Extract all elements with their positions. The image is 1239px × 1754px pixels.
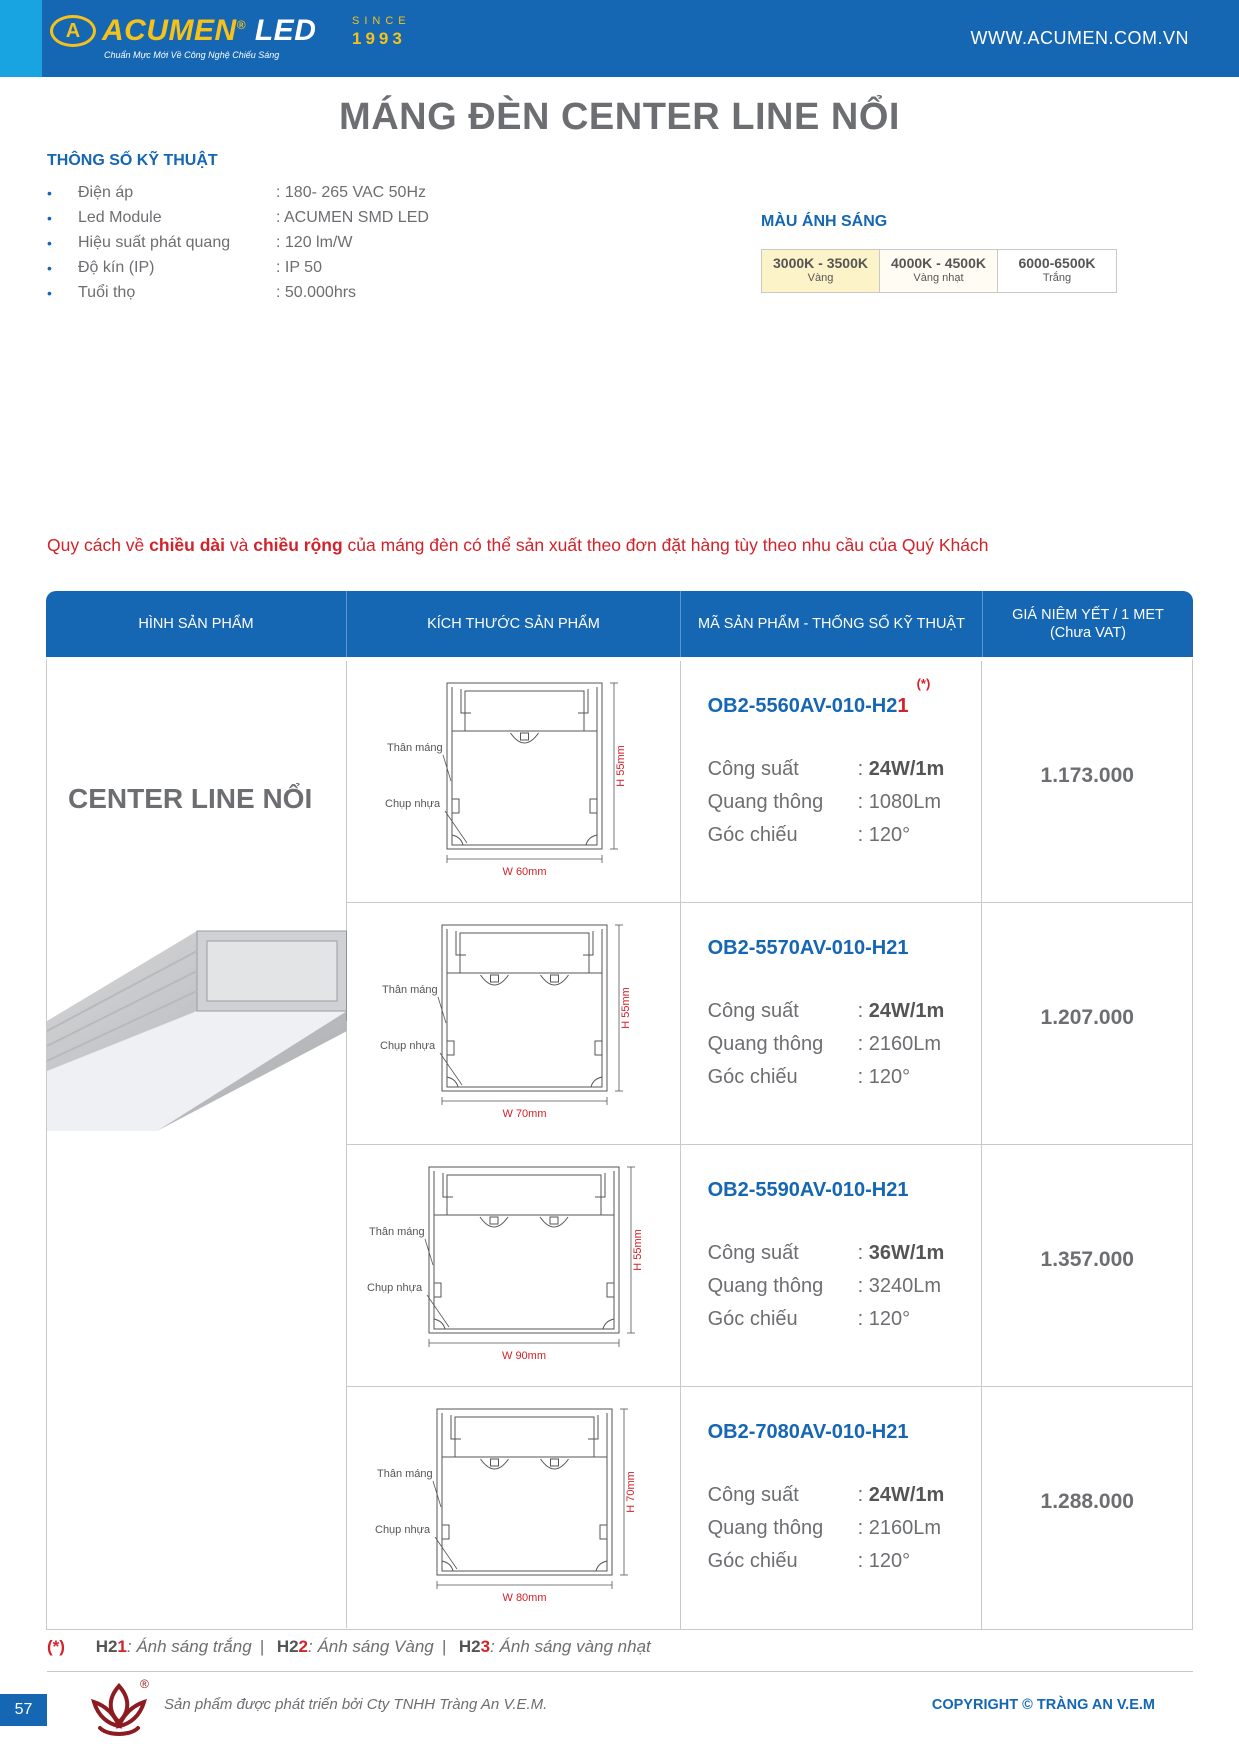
- since-badge: [352, 15, 411, 49]
- product-photo: [47, 911, 347, 1131]
- led-chip: [521, 733, 529, 740]
- footnote-marker: (*): [916, 676, 931, 691]
- width-label: W 60mm: [502, 866, 547, 878]
- led-lens: [540, 1217, 568, 1227]
- header-price: GIÁ NIÊM YẾT / 1 MET (Chưa VAT): [1012, 607, 1164, 641]
- brand-name: ACUMEN® LED: [102, 14, 317, 47]
- price-cell: [982, 1145, 1192, 1386]
- cover-clip-left: [442, 1525, 449, 1539]
- page-header: [0, 0, 1239, 77]
- price: 1.173.000: [1040, 764, 1134, 787]
- led-chip: [551, 975, 559, 982]
- height-label: H 55mm: [632, 1229, 644, 1271]
- since-label: SINCE: [352, 15, 411, 27]
- header-size: KÍCH THƯỚC SẢN PHẨM: [347, 591, 681, 657]
- cover-leader-line: [440, 1053, 462, 1085]
- svg-text:®: ®: [140, 1677, 149, 1691]
- dimension-drawing-cell: [347, 1145, 681, 1386]
- cover-foot-right: [596, 1561, 607, 1571]
- product-code: OB2-5560AV-010-H21: [707, 695, 909, 717]
- body-label: Thân máng: [382, 984, 438, 996]
- color-option-neutral: 4000K - 4500K Vàng nhạt: [880, 250, 998, 292]
- profile-frame: [447, 683, 602, 849]
- cover-clip-left: [434, 1283, 441, 1297]
- product-image-cell: [47, 661, 347, 1628]
- cover-clip-right: [595, 1041, 602, 1055]
- led-chip: [490, 1217, 498, 1224]
- driver-compartment: [455, 1417, 594, 1457]
- cover-foot-right: [603, 1319, 614, 1329]
- clip-right: [595, 1173, 605, 1197]
- cover-label: Chụp nhựa: [380, 1040, 436, 1052]
- spec-item: • Điện áp : 180- 265 VAC 50Hz: [47, 183, 427, 201]
- body-label: Thân máng: [377, 1468, 433, 1480]
- table-row: [347, 903, 1192, 1145]
- table-row: [347, 1387, 1192, 1629]
- profile-outline: [429, 1167, 619, 1333]
- footnote: (*) H21: Ánh sáng trắng | H22: Ánh sáng Vàng | H23: Ánh sáng vàng nhạt: [47, 1637, 651, 1656]
- custom-size-notice: Quy cách về chiều dài và chiều rộng của máng đèn có thể sản xuất theo đơn đặt hàng tùy theo nhu cầu của Quý Khách: [47, 535, 989, 555]
- width-label: W 90mm: [502, 1350, 546, 1362]
- led-lens: [511, 733, 539, 743]
- cover-foot-right: [591, 1077, 602, 1087]
- profile-inner-wall: [434, 1171, 614, 1329]
- cover-label: Chụp nhựa: [385, 798, 441, 810]
- cover-foot-left: [434, 1319, 445, 1329]
- product-specs: Công suất : 24W/1m Quang thông : 2160Lm Góc chiếu : 120°: [707, 1484, 945, 1572]
- profile-inner-wall: [442, 1413, 607, 1571]
- cross-section-drawing: [347, 903, 681, 1145]
- table-body: [46, 657, 1193, 1630]
- footer-credit: Sản phẩm được phát triển bởi Cty TNHH Tràng An V.E.M.: [164, 1696, 548, 1713]
- dimension-lines: [442, 925, 623, 1105]
- led-lens: [541, 975, 569, 985]
- product-spec-cell: [681, 661, 983, 902]
- product-specs: Công suất : 24W/1m Quang thông : 1080Lm Góc chiếu : 120°: [707, 758, 945, 846]
- price: 1.207.000: [1040, 1006, 1134, 1029]
- price-cell: [982, 903, 1192, 1144]
- product-code: OB2-7080AV-010-H21: [707, 1421, 909, 1443]
- light-color-options: [761, 249, 1117, 293]
- cover-foot-left: [442, 1561, 453, 1571]
- clip-right: [583, 931, 593, 955]
- clip-left: [456, 931, 466, 955]
- cover-leader-line: [445, 811, 467, 843]
- brand-tagline: Chuẩn Mực Mới Về Công Nghệ Chiếu Sáng: [104, 50, 280, 60]
- profile-inner-wall: [447, 929, 602, 1087]
- dimension-drawing-cell: [347, 1387, 681, 1629]
- led-chip: [550, 1217, 558, 1224]
- body-label: Thân máng: [387, 742, 443, 754]
- cover-foot-left: [447, 1077, 458, 1087]
- specs-heading: THÔNG SỐ KỸ THUẬT: [47, 152, 218, 169]
- clip-left: [443, 1173, 453, 1197]
- table-row: [347, 1145, 1192, 1387]
- product-specs: Công suất : 36W/1m Quang thông : 3240Lm Góc chiếu : 120°: [707, 1242, 945, 1330]
- profile-outline: [437, 1409, 612, 1575]
- cover-clip-right: [590, 799, 597, 813]
- spec-item: • Độ kín (IP) : IP 50: [47, 258, 322, 276]
- profile-frame: [437, 1409, 612, 1575]
- cover-clip-right: [607, 1283, 614, 1297]
- led-lens: [541, 1459, 569, 1469]
- profile-outline: [442, 925, 607, 1091]
- body-label: Thân máng: [369, 1226, 425, 1238]
- dimension-drawing-cell: [347, 903, 681, 1144]
- trang-an-lotus-logo-icon: [84, 1676, 154, 1742]
- page-title: MÁNG ĐÈN CENTER LINE NỔI: [339, 96, 900, 138]
- spec-item: • Led Module : ACUMEN SMD LED: [47, 208, 429, 226]
- since-year: 1993: [352, 29, 406, 48]
- header-image: HÌNH SẢN PHẨM: [46, 591, 347, 657]
- price-cell: [982, 661, 1192, 902]
- product-code: OB2-5570AV-010-H21: [707, 937, 909, 959]
- cover-clip-left: [452, 799, 459, 813]
- cross-section-drawing: [347, 1387, 681, 1629]
- price: 1.357.000: [1040, 1248, 1134, 1271]
- clip-left: [461, 689, 471, 713]
- spec-item: • Hiệu suất phát quang : 120 lm/W: [47, 233, 353, 251]
- led-chip: [491, 1459, 499, 1466]
- clip-left: [451, 1415, 461, 1439]
- header-code: MÃ SẢN PHẨM - THỐNG SỐ KỸ THUẬT: [681, 591, 983, 657]
- driver-compartment: [465, 691, 584, 731]
- led-lens: [480, 1217, 508, 1227]
- profile-outline: [447, 683, 602, 849]
- color-option-warm: 3000K - 3500K Vàng: [762, 250, 880, 292]
- cross-section-drawing: [347, 661, 681, 903]
- cover-clip-right: [600, 1525, 607, 1539]
- clip-right: [588, 1415, 598, 1439]
- dimension-lines: [437, 1409, 628, 1589]
- dimension-lines: [429, 1167, 635, 1347]
- light-color-heading: MÀU ÁNH SÁNG: [761, 213, 888, 230]
- width-label: W 70mm: [502, 1108, 547, 1120]
- cover-leader-line: [427, 1295, 449, 1327]
- led-lens: [481, 1459, 509, 1469]
- cover-foot-left: [452, 835, 463, 845]
- product-spec-cell: [681, 903, 983, 1144]
- header-accent-stripe: [0, 0, 42, 77]
- page-number: 57: [0, 1694, 47, 1726]
- led-chip: [551, 1459, 559, 1466]
- product-rows: [347, 661, 1192, 1629]
- product-specs: Công suất : 24W/1m Quang thông : 2160Lm Góc chiếu : 120°: [707, 1000, 945, 1088]
- acumen-logo-icon: A: [50, 15, 96, 47]
- cover-label: Chụp nhựa: [375, 1524, 431, 1536]
- product-name: CENTER LINE NỔI: [68, 783, 313, 814]
- table-header: [46, 591, 1193, 657]
- website-link[interactable]: WWW.ACUMEN.COM.VN: [970, 28, 1189, 48]
- cover-label: Chụp nhựa: [367, 1282, 423, 1294]
- spec-item: • Tuổi thọ : 50.000hrs: [47, 283, 357, 301]
- dimension-drawing-cell: [347, 661, 681, 902]
- cross-section-drawing: [347, 1145, 681, 1387]
- profile-inner-wall: [452, 687, 597, 845]
- driver-compartment: [447, 1175, 601, 1215]
- height-label: H 70mm: [625, 1471, 637, 1513]
- table-row: [347, 661, 1192, 903]
- profile-frame: [429, 1167, 619, 1333]
- price-cell: [982, 1387, 1192, 1629]
- cover-leader-line: [435, 1537, 457, 1569]
- product-table: [46, 591, 1193, 1630]
- copyright: COPYRIGHT © TRÀNG AN V.E.M: [931, 1697, 1155, 1713]
- product-spec-cell: [681, 1387, 983, 1629]
- height-label: H 55mm: [615, 745, 627, 787]
- price: 1.288.000: [1040, 1490, 1134, 1513]
- height-label: H 55mm: [620, 987, 632, 1029]
- product-code: OB2-5590AV-010-H21: [707, 1179, 909, 1201]
- width-label: W 80mm: [502, 1592, 547, 1604]
- profile-frame: [442, 925, 607, 1091]
- acumen-logo: [50, 14, 316, 48]
- specs-list: [47, 180, 429, 305]
- product-spec-cell: [681, 1145, 983, 1386]
- color-option-white: 6000-6500K Trắng: [998, 250, 1116, 292]
- led-chip: [491, 975, 499, 982]
- footer-divider: [47, 1671, 1193, 1672]
- clip-right: [578, 689, 588, 713]
- driver-compartment: [460, 933, 589, 973]
- dimension-lines: [447, 683, 618, 863]
- led-lens: [481, 975, 509, 985]
- cover-clip-left: [447, 1041, 454, 1055]
- cover-foot-right: [586, 835, 597, 845]
